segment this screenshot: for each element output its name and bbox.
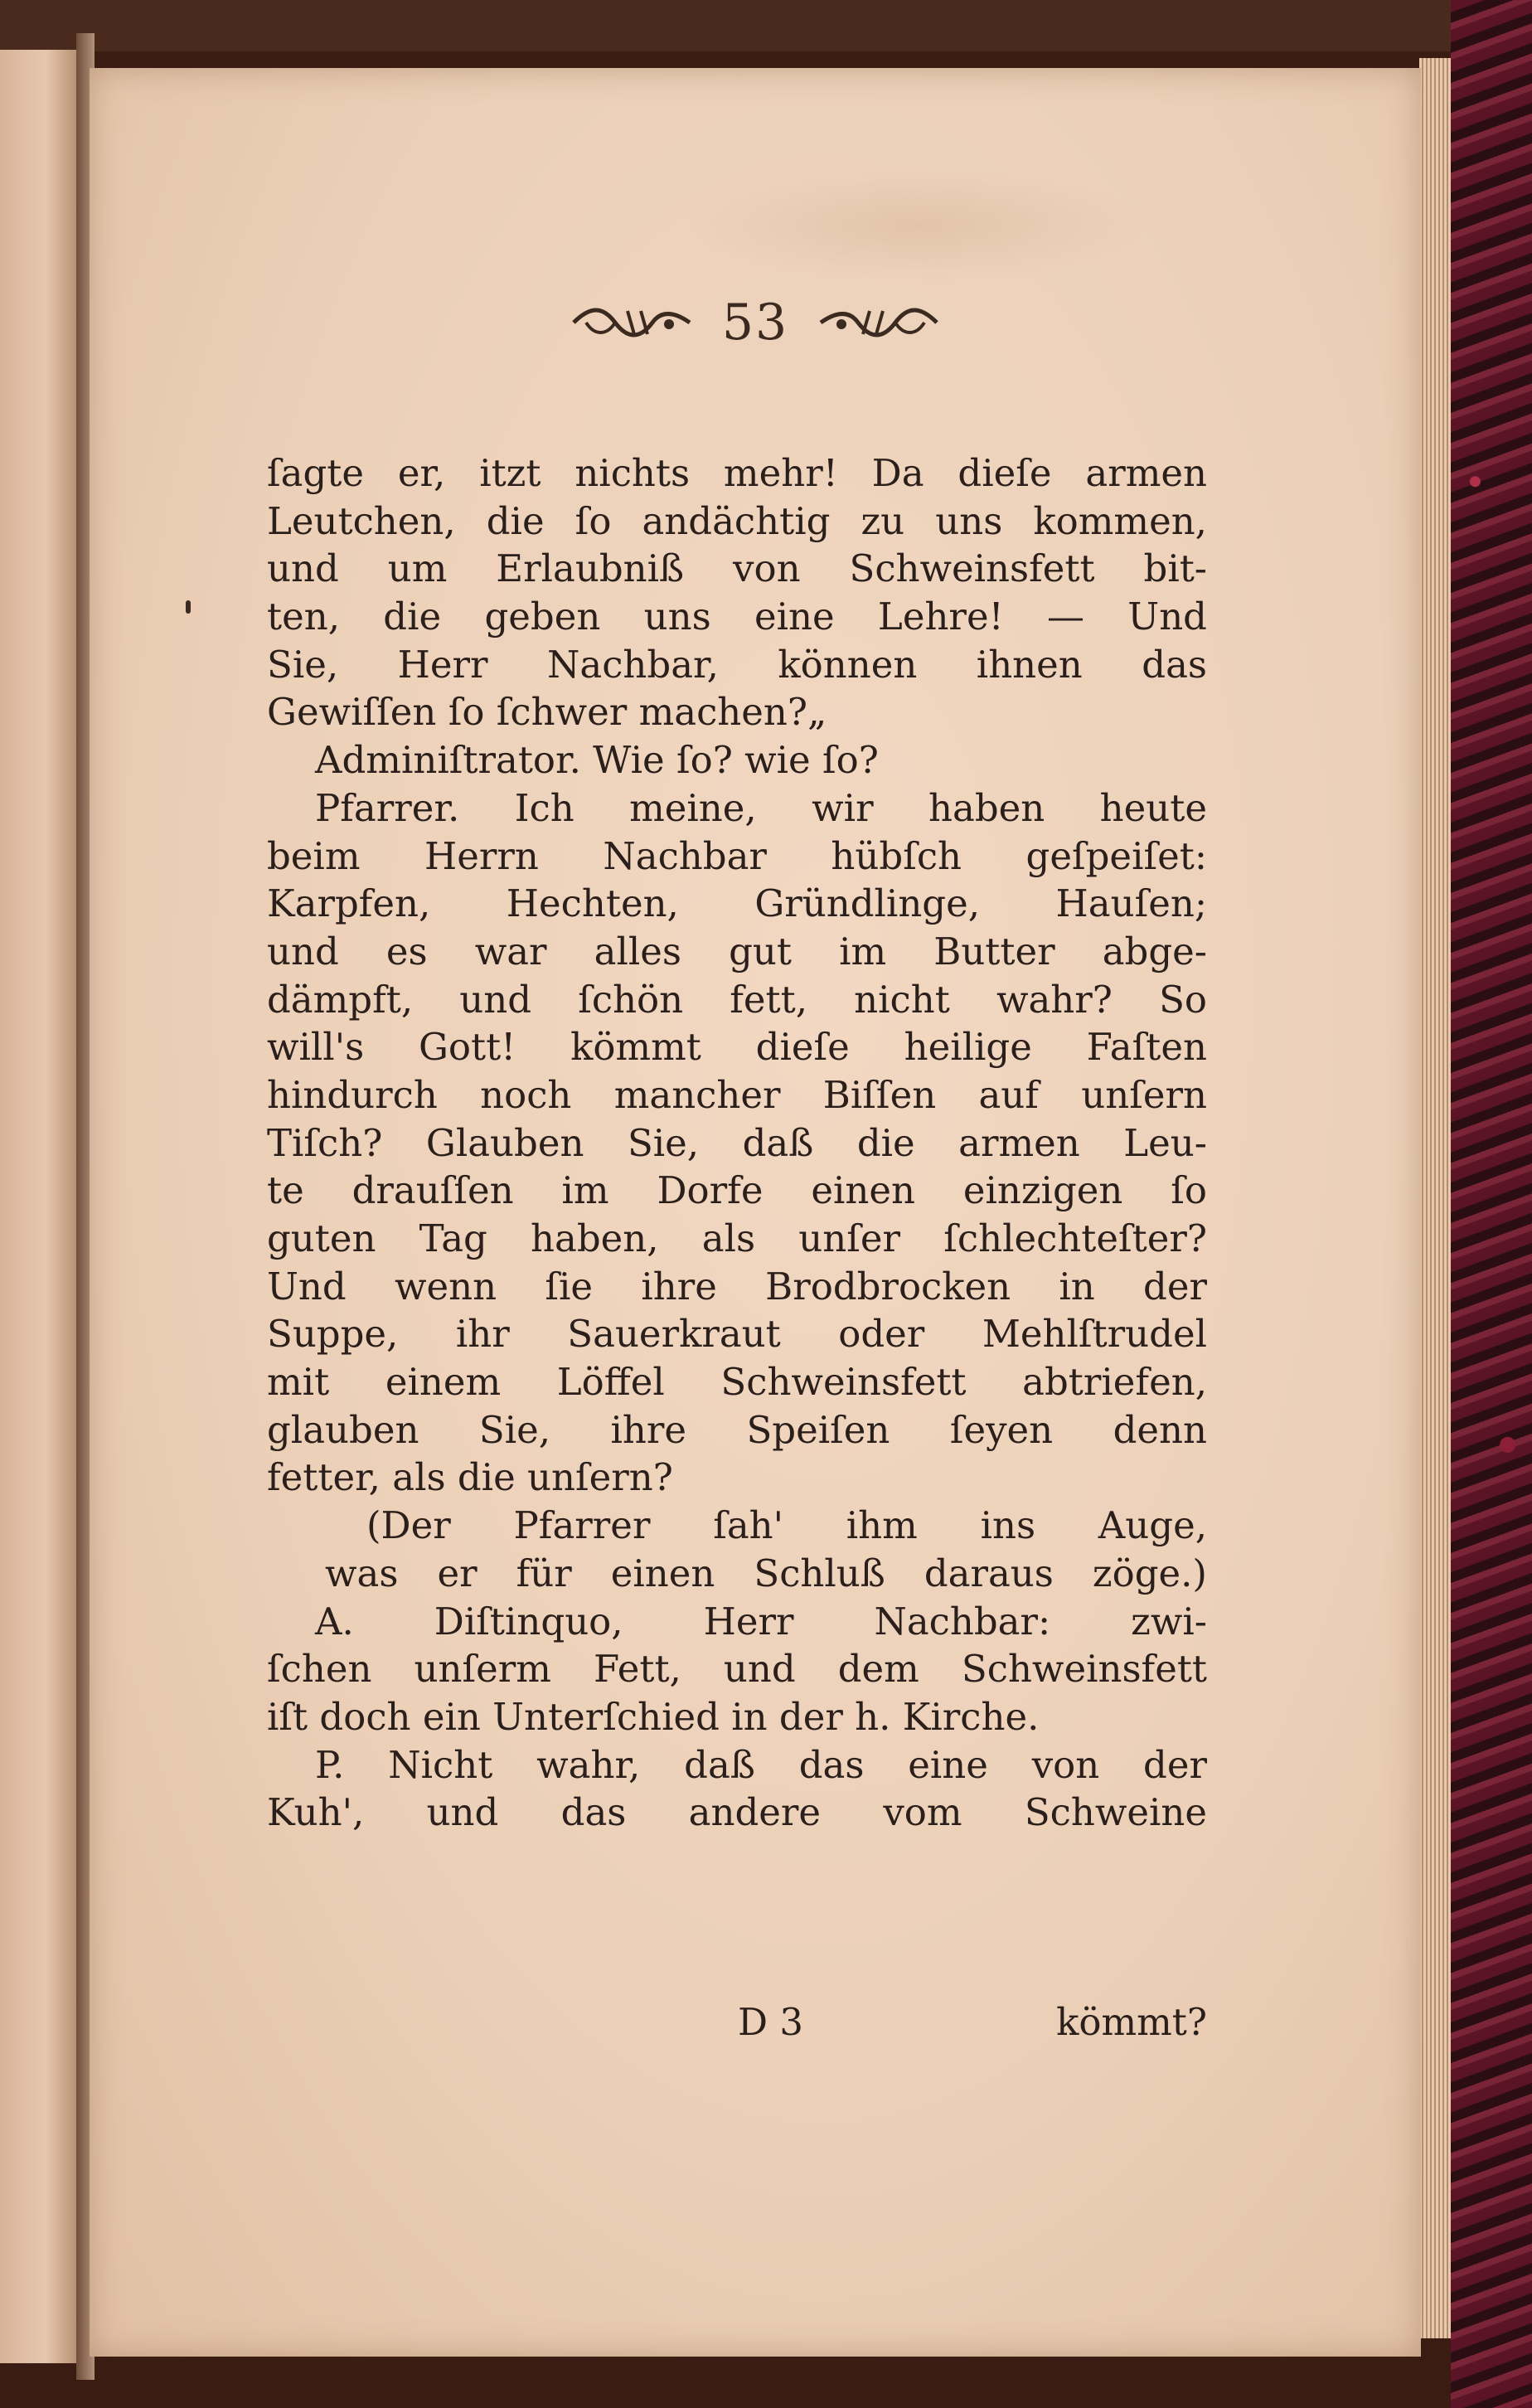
text-line: Und wenn ſie ihre Brodbrocken in der bbox=[267, 1264, 1207, 1308]
book-page bbox=[90, 68, 1421, 2357]
right-ornament-icon bbox=[817, 299, 941, 346]
speaker-line: A. Diſtinquo, Herr Nachbar: zwi- bbox=[315, 1599, 1207, 1643]
facing-page-edge bbox=[0, 50, 76, 2363]
speaker-line: Pfarrer. Ich meine, wir haben heute bbox=[315, 785, 1207, 830]
page-footer bbox=[267, 2000, 1207, 2050]
text-line: glauben Sie, ihre Speiſen ſeyen denn bbox=[267, 1407, 1207, 1452]
text-line: ten, die geben uns eine Lehre! — Und bbox=[267, 595, 1207, 639]
page-number: 53 bbox=[721, 294, 789, 352]
text-line: te drauſſen im Dorfe einen einzigen ſo bbox=[267, 1168, 1207, 1213]
body-text bbox=[267, 449, 1207, 1837]
text-line: Tiſch? Glauben Sie, daß die armen Leu- bbox=[267, 1120, 1207, 1165]
text-line: ſagte er, itzt nichts mehr! Da dieſe armen bbox=[267, 451, 1207, 495]
text-line: iſt doch ein Unterſchied in der h. Kirche. bbox=[267, 1694, 1040, 1739]
marbled-cover bbox=[1451, 0, 1532, 2408]
text-line: ſchen unſerm Fett, und dem Schweinsfett bbox=[267, 1647, 1207, 1692]
page-edges bbox=[1419, 58, 1452, 2338]
speaker-line: P. Nicht wahr, daß das eine von der bbox=[315, 1742, 1207, 1787]
water-stain bbox=[686, 167, 1151, 284]
stage-direction: (Der Pfarrer ſah' ihm ins Auge, bbox=[366, 1503, 1207, 1548]
text-line: Suppe, ihr Sauerkraut oder Mehlſtrudel bbox=[267, 1312, 1207, 1357]
text-line: Sie, Herr Nachbar, können ihnen das bbox=[267, 642, 1207, 687]
text-line: Karpfen, Hechten, Gründlinge, Hauſen; bbox=[267, 881, 1207, 926]
text-line: und um Erlaubniß von Schweinsfett bit- bbox=[267, 546, 1207, 591]
top-background bbox=[0, 0, 1532, 51]
page-header bbox=[90, 285, 1421, 360]
text-line: Gewiſſen ſo ſchwer machen?„ bbox=[267, 690, 827, 735]
catchword: kömmt? bbox=[1056, 2000, 1207, 2044]
text-line: Kuh', und das andere vom Schweine bbox=[267, 1790, 1207, 1835]
text-line: dämpft, und ſchön fett, nicht wahr? So bbox=[267, 977, 1207, 1022]
signature-mark: D 3 bbox=[738, 2000, 804, 2044]
text-line: mit einem Löffel Schweinsfett abtriefen, bbox=[267, 1360, 1207, 1405]
text-line: will's Gott! kömmt dieſe heilige Faſten bbox=[267, 1025, 1207, 1070]
left-ornament-icon bbox=[570, 299, 694, 346]
stage-direction: was er für einen Schluß daraus zöge.) bbox=[325, 1551, 1207, 1595]
speaker-line: Adminiſtrator. Wie ſo? wie ſo? bbox=[315, 738, 879, 783]
text-line: guten Tag haben, als unſer ſchlechteſter? bbox=[267, 1216, 1207, 1260]
text-line: beim Herrn Nachbar hübſch geſpeiſet: bbox=[267, 833, 1207, 878]
text-line: fetter, als die unſern? bbox=[267, 1455, 673, 1500]
ink-mark bbox=[186, 600, 191, 614]
text-line: und es war alles gut im Butter abge- bbox=[267, 929, 1207, 973]
text-line: hindurch noch mancher Biſſen auf unſern bbox=[267, 1072, 1207, 1117]
text-line: Leutchen, die ſo andächtig zu uns kommen, bbox=[267, 498, 1207, 543]
